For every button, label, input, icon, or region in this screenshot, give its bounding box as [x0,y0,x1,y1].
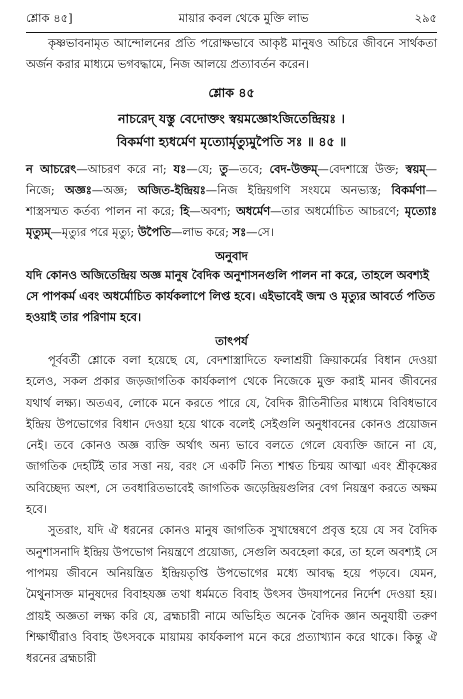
synonym-word: বিকর্মণা [391,183,426,197]
purport-paragraph-2: সুতরাং, যদি ঐ ধরনের কোনও মানুষ জাগতিক সুখাম্বেষণে প্রবৃত্ত হয়ে যে সব বৈদিক অনুশাসনাদি ইন্দ্রিয় উপভোগ নিয়ন্ত্রণে প্রয়োজ্য, সেগুলি অবহেলা করে, তা হলে অবশ্যই সে পাপময় জীবনে অনিয়ন্ত্রিত ইন্দ্রিয়তৃপ্তি উপভোগের মধ্যে আবদ্ধ হয়ে পড়বে। যেমন, মৈথুনাসক্ত মানুষদের বিবাহযজ্ঞ তথা ধর্মমতে বিবাহ উৎসব উদযাপনের নির্দেশ দেওয়া হয়। প্রায়ই অজ্ঞতা লক্ষ্য করি যে, ব্রহ্মচারী নামে অভিহিত অনেক বৈদিক জ্ঞান অনুযায়ী তরুণ শিক্ষার্থীরাও বিবাহ উৎসবকে মায়াময় কার্যকলাপ মনে করে প্রত্যাখ্যান করে থাকে। কিন্তু ঐ ধরনের ব্রহ্মচারী [26,523,437,666]
synonym-meaning: —লাভ করে; [170,225,233,239]
running-header [26,10,437,33]
page-number: ২৯৫ [414,11,437,25]
synonym-meaning: —তার অধর্মোচিত আচরণে; [270,204,405,218]
verse-line-1: নাচরেদ্ যস্তু বেদোক্তং স্বয়মজ্ঞোঽজিতেন্দ্রিয়ঃ । [117,111,345,126]
synonym-word: বেদ-উক্তম্ [269,162,318,176]
intro-paragraph: কৃষ্ণভাবনামৃত আন্দোলনের প্রতি পরোক্ষভাবে আকৃষ্ট মানুষও অচিরে জীবনে সার্থকতা অর্জন করার মাধ্যমে ভগবদ্ধামে, নিজ আলয়ে প্রত্যাবর্তন করেন। [26,36,437,71]
verse-line-2: বিকর্মণা হ্যধর্মেণ মৃত্যোর্মৃত্যুমুপৈতি সঃ ॥ ৪৫ ॥ [116,134,347,149]
synonym-meaning: —আচরণ করে না; [76,162,174,176]
purport-title: তাৎপর্য [215,334,248,348]
synonym-word: হি [180,204,190,218]
synonym-word: অজিত-ইন্দ্রিয়ঃ [138,183,206,197]
translation-text: যদি কোনও অজিতেন্দ্রিয় অজ্ঞ মানুষ বৈদিক অনুশাসনগুলি পালন না করে, তাহলে অবশ্যই সে পাপকর্ম এবং অধর্মোচিত কার্যকলাপে লিপ্ত হবে। এইভাবেই জন্ম ও মৃত্যুর আবর্তে পতিত হওয়াই তার পরিণাম হবে। [26,268,435,324]
synonym-word: স্বয়ম্ [405,162,426,176]
verse-title: শ্লোক ৪৫ [208,85,255,100]
header-chapter-title: মায়ার কবল থেকে মুক্তি লাভ [178,11,309,25]
synonym-word: মৃত্যোঃ মৃত্যুম্ [26,204,438,239]
synonym-meaning: —নিজে; [26,162,437,197]
purport-paragraph-1: পূর্ববর্তী শ্লোকে বলা হয়েছে যে, বেদশাস্ত্রাদিতে ফলাশ্রয়ী ক্রিয়াকর্মের বিধান দেওয়া হলেও, সকল প্রকার জড়জাগতিক কার্যকলাপ থেকে নিজেকে মুক্ত করাই মানব জীবনের যথার্থ লক্ষ্য। অতএব, লোকে মনে করতে পারে যে, বৈদিক রীতিনীতির মাধ্যমে বিবিধভাবে ইন্দ্রিয় উপভোগের বিধান দেওয়া হয়ে থাকে বলেই সেইগুলি অনুধাবনের কোনও প্রয়োজন নেই। তবে কোনও অজ্ঞ ব্যক্তি অর্থাৎ অন্য ভাবে বলতে গেলে যেব্যক্তি জানে না যে, জাগতিক দেহটিই তার সত্তা নয়, বরং সে একটি নিত্য শাশ্বত চিন্ময় আত্মা এবং শ্রীকৃষ্ণের অবিচ্ছেদ্য অংশ, সে তবধারিতভাবেই জাগতিক জড়েন্দ্রিয়গুলির বেগ নিয়ন্ত্রণ করতে অক্ষম হবে। [26,353,437,517]
synonym-meaning: —যে; [186,162,220,176]
synonym-meaning: —বেদশাস্ত্রে উক্ত; [317,162,406,176]
synonym-meaning: —অবশ্য; [189,204,237,218]
translation-title: অনুবাদ [215,249,248,263]
synonym-word: তু [219,162,228,176]
synonym-meaning: —নিজ ইন্দ্রিয়গণি সংযমে অনভ্যস্ত; [205,183,392,197]
synonym-meaning: —মৃত্যুর পরে মৃত্যু; [50,225,138,239]
synonym-meaning: —সে। [246,225,274,239]
synonym-word: ন আচরেৎ [26,162,77,176]
synonym-word: অধর্মেণ [236,204,271,218]
synonym-meaning: —তবে; [227,162,270,176]
synonyms-paragraph [26,159,437,243]
sanskrit-verse [26,107,437,153]
synonym-meaning: —অজ্ঞ; [91,183,139,197]
synonym-word: সঃ [232,225,247,239]
synonym-word: যঃ [173,162,187,176]
synonym-meaning: —শাস্ত্রসম্মত কর্তব্য পালন না করে; [26,183,437,218]
synonym-word: অজ্ঞঃ [64,183,92,197]
synonym-word: উপৈতি [137,225,171,239]
header-verse-ref: শ্লোক ৪৫] [26,11,73,25]
